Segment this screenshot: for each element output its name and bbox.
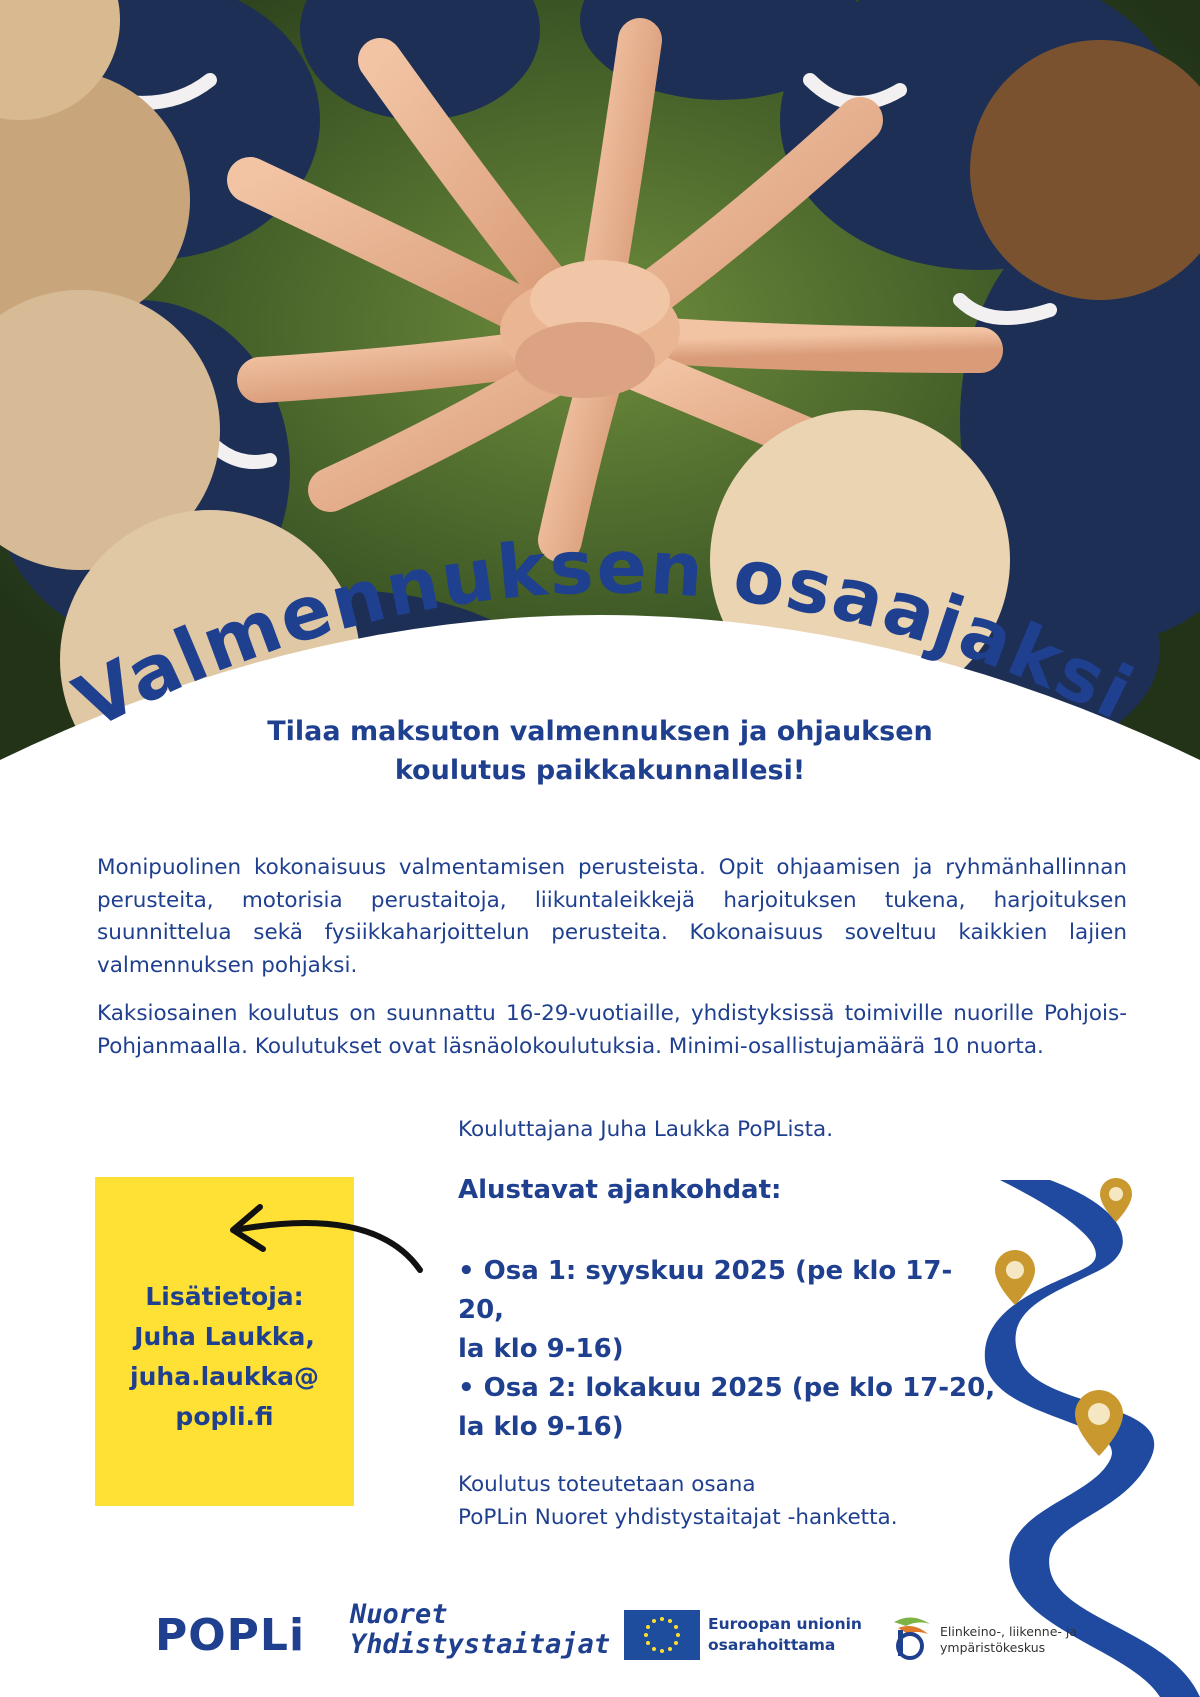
page-title [0, 0, 1200, 820]
footer-note-line-1: Koulutus toteutetaan osana [458, 1472, 756, 1497]
subtitle-line-2: koulutus paikkakunnallesi! [394, 755, 806, 786]
schedule-part2-line2: la klo 9-16) [458, 1412, 624, 1442]
eu-text-line-1: Euroopan unionin [708, 1615, 862, 1633]
logo-bar [0, 1590, 1200, 1680]
eu-text-line-2: osarahoittama [708, 1636, 836, 1654]
contact-name: Juha Laukka, [134, 1322, 315, 1351]
ely-text-line-2: ympäristökeskus [940, 1640, 1046, 1655]
contact-label: Lisätietoja: [145, 1282, 304, 1311]
contact-text [95, 1277, 354, 1437]
schedule-part2-line1: • Osa 2: lokakuu 2025 (pe klo 17-20, [458, 1373, 996, 1403]
schedule-list [458, 1252, 998, 1447]
subtitle-line-1: Tilaa maksuton valmennuksen ja ohjauksen [267, 716, 933, 747]
contact-email-part1[interactable]: juha.laukka@ [130, 1362, 319, 1391]
contact-email-part2[interactable]: popli.fi [175, 1402, 274, 1431]
nuoret-logo-line-1: Nuoret [350, 1599, 448, 1630]
eu-flag-icon [624, 1610, 700, 1660]
ely-text [940, 1624, 1077, 1656]
schedule-part1-line2: la klo 9-16) [458, 1334, 624, 1364]
subtitle [0, 712, 1200, 790]
trainer-text: Kouluttajana Juha Laukka PoPLista. [458, 1117, 834, 1142]
nuoret-logo-line-2: Yhdistystaitajat [350, 1629, 611, 1660]
audience-paragraph: Kaksiosainen koulutus on suunnattu 16-29-vuotiaille, yhdistyksissä toimiville nuorille Pohjois-Pohjanmaalla. Koulutukset ovat läsnäolokoulutuksia. Minimi-osallistujamäärä 10 nuorta. [97, 1001, 1127, 1059]
ely-logo-icon [888, 1612, 936, 1660]
ely-text-line-1: Elinkeino-, liikenne- ja [940, 1624, 1078, 1639]
eu-funding-text [708, 1614, 862, 1656]
footer-note-line-2: PoPLin Nuoret yhdistystaitajat -hanketta. [458, 1505, 898, 1530]
popli-logo: POPLi [155, 1610, 306, 1661]
nuoret-yhdistystaitajat-logo [350, 1600, 610, 1660]
page-title-text: Valmennuksen osaajaksi [61, 524, 1147, 747]
schedule-part1-line1: • Osa 1: syyskuu 2025 (pe klo 17-20, [458, 1256, 953, 1325]
intro-paragraph: Monipuolinen kokonaisuus valmentamisen perusteista. Opit ohjaamisen ja ryhmänhallinnan perusteita, motorisia perustaitoja, liikuntaleikkejä harjoituksen tukena, harjoituksen suunnittelua sekä fysiikkaharjoittelun perusteita. Kokonaisuus soveltuu kaikkien lajien valmennuksen pohjaksi. [97, 855, 1127, 978]
schedule-heading: Alustavat ajankohdat: [458, 1175, 782, 1205]
curved-arrow-icon [215, 1185, 435, 1285]
footer-note [458, 1468, 898, 1534]
